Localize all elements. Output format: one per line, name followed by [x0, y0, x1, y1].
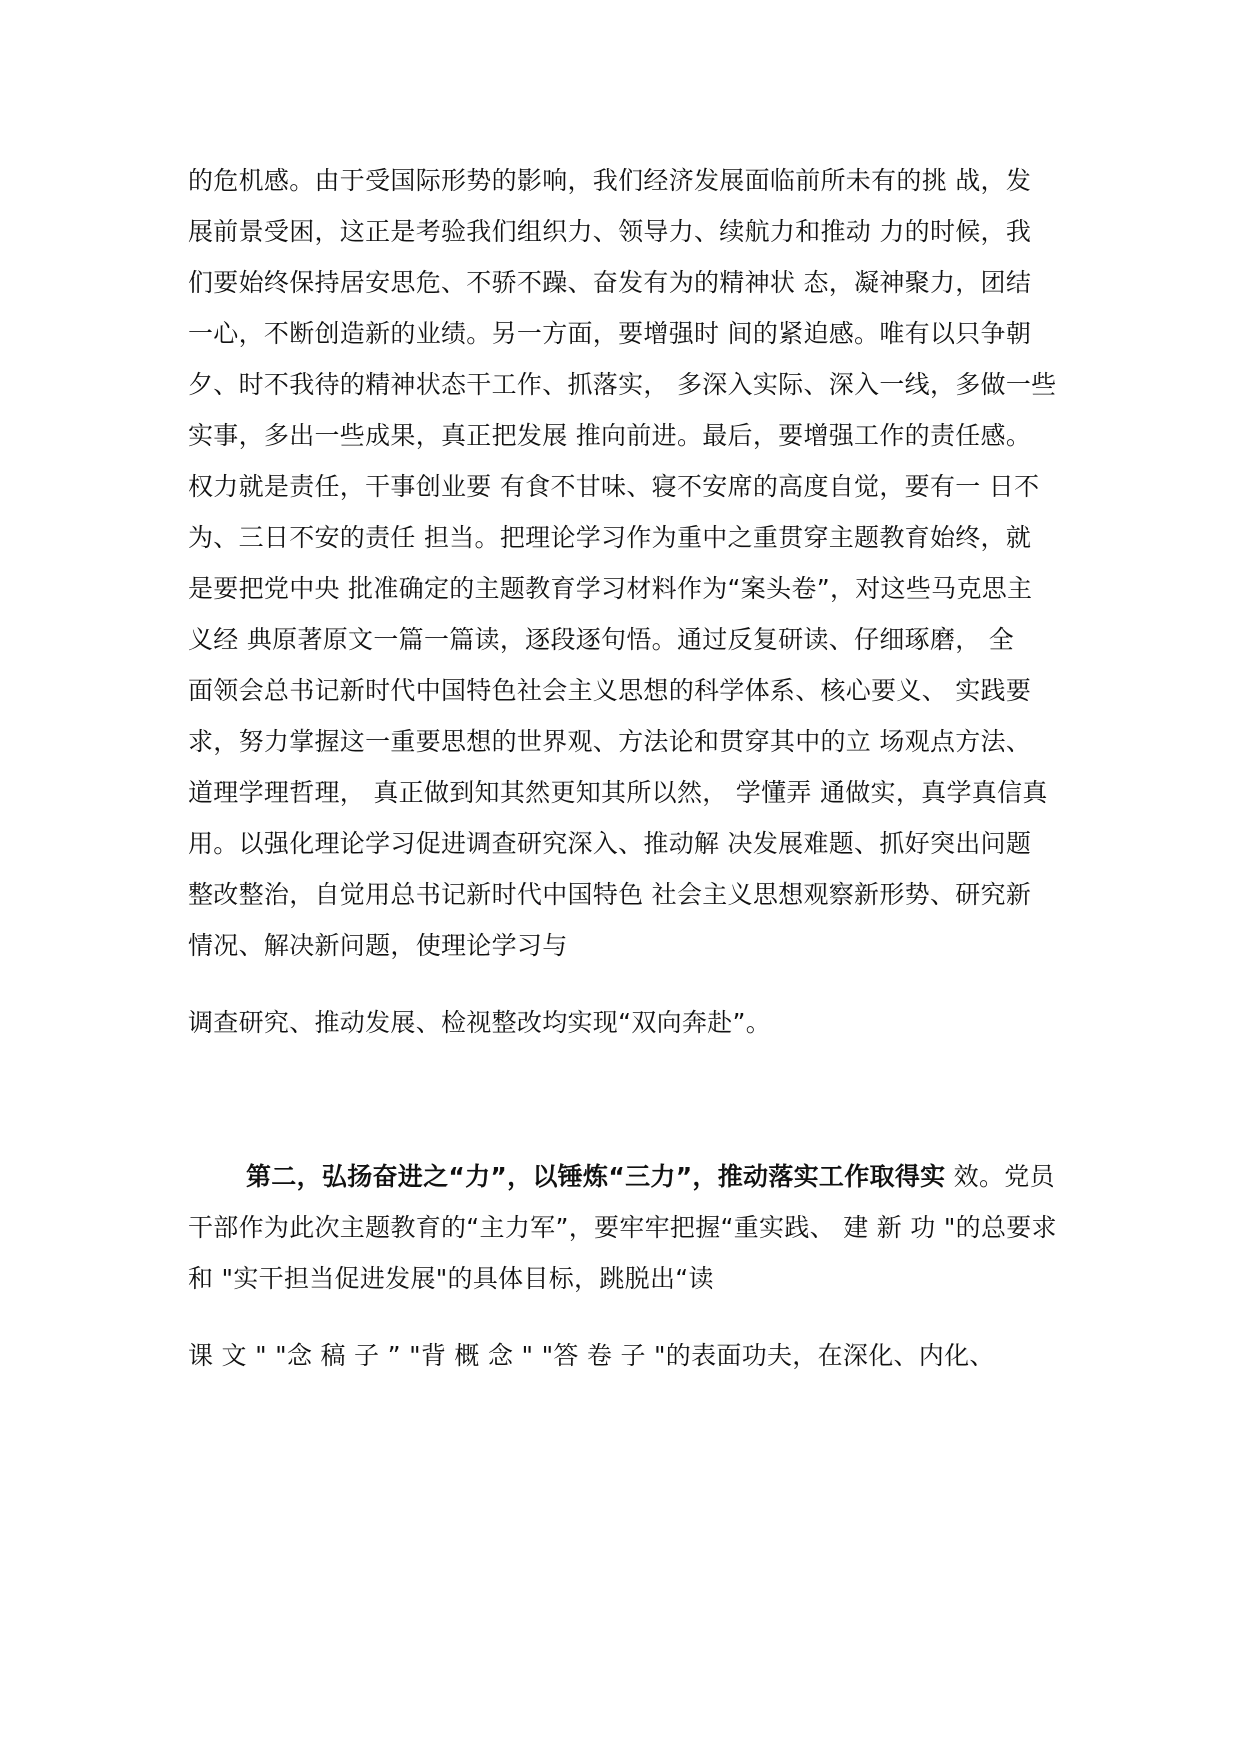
- paragraph-1-line-2: 展前景受困，这正是考验我们组织力、领导力、续航力和推动 力的时候，我: [188, 217, 1032, 246]
- paragraph-1-line-6: 实事，多出一些成果，真正把发展 推向前进。最后，要增强工作的责任感。: [188, 421, 1032, 450]
- paragraph-1-line-10: 义经 典原著原文一篇一篇读，逐段逐句悟。通过反复研读、仔细琢磨， 全: [188, 625, 1015, 654]
- paragraph-2-continuation: 课 文 " "念 稿 子 ” "背 概 念 " "答 卷 子 "的表面功夫，在深化、内化、: [188, 1341, 995, 1370]
- paragraph-1-line-12: 求，努力掌握这一重要思想的世界观、方法论和贯穿其中的立 场观点方法、: [188, 727, 1032, 756]
- paragraph-2-line-2: 干部作为此次主题教育的“主力军”，要牢牢把握“重实践、 建 新 功 "的总要求: [188, 1213, 1057, 1242]
- paragraph-1-line-16: 情况、解决新问题，使理论学习与: [188, 931, 568, 960]
- paragraph-1-line-13: 道理学理哲理， 真正做到知其然更知其所以然， 学懂弄 通做实，真学真信真: [188, 778, 1048, 807]
- paragraph-1-line-3: 们要始终保持居安思危、不骄不躁、奋发有为的精神状 态，凝神聚力，团结: [188, 268, 1032, 297]
- paragraph-1-line-11: 面领会总书记新时代中国特色社会主义思想的科学体系、核心要义、 实践要: [188, 676, 1032, 705]
- paragraph-1-line-7: 权力就是责任，干事创业要 有食不甘味、寝不安席的高度自觉，要有一 日不: [188, 472, 1040, 501]
- paragraph-1-line-9: 是要把党中央 批准确定的主题教育学习材料作为“案头卷”，对这些马克思主: [188, 574, 1033, 603]
- paragraph-2-heading-tail: 效。党员: [945, 1162, 1055, 1191]
- paragraph-2-first-line: [246, 1162, 1055, 1192]
- paragraph-2-heading: 第二，弘扬奋进之“力”，以锤炼“三力”，推动落实工作取得实: [246, 1162, 946, 1191]
- paragraph-1-line-8: 为、三日不安的责任 担当。把理论学习作为重中之重贯穿主题教育始终，就: [188, 523, 1032, 552]
- paragraph-1-continuation: 调查研究、推动发展、检视整改均实现“双向奔赴”。: [188, 1008, 772, 1037]
- paragraph-2-line-3: 和 "实干担当促进发展"的具体目标，跳脱出“读: [188, 1264, 714, 1293]
- paragraph-1-line-15: 整改整治，自觉用总书记新时代中国特色 社会主义思想观察新形势、研究新: [188, 880, 1032, 909]
- paragraph-1-line-14: 用。以强化理论学习促进调查研究深入、推动解 决发展难题、抓好突出问题: [188, 829, 1032, 858]
- paragraph-1-line-4: 一心，不断创造新的业绩。另一方面，要增强时 间的紧迫感。唯有以只争朝: [188, 319, 1032, 348]
- paragraph-1-line-1: 的危机感。由于受国际形势的影响，我们经济发展面临前所未有的挑 战，发: [188, 166, 1032, 195]
- paragraph-1-line-5: 夕、时不我待的精神状态干工作、抓落实， 多深入实际、深入一线，多做一些: [188, 370, 1057, 399]
